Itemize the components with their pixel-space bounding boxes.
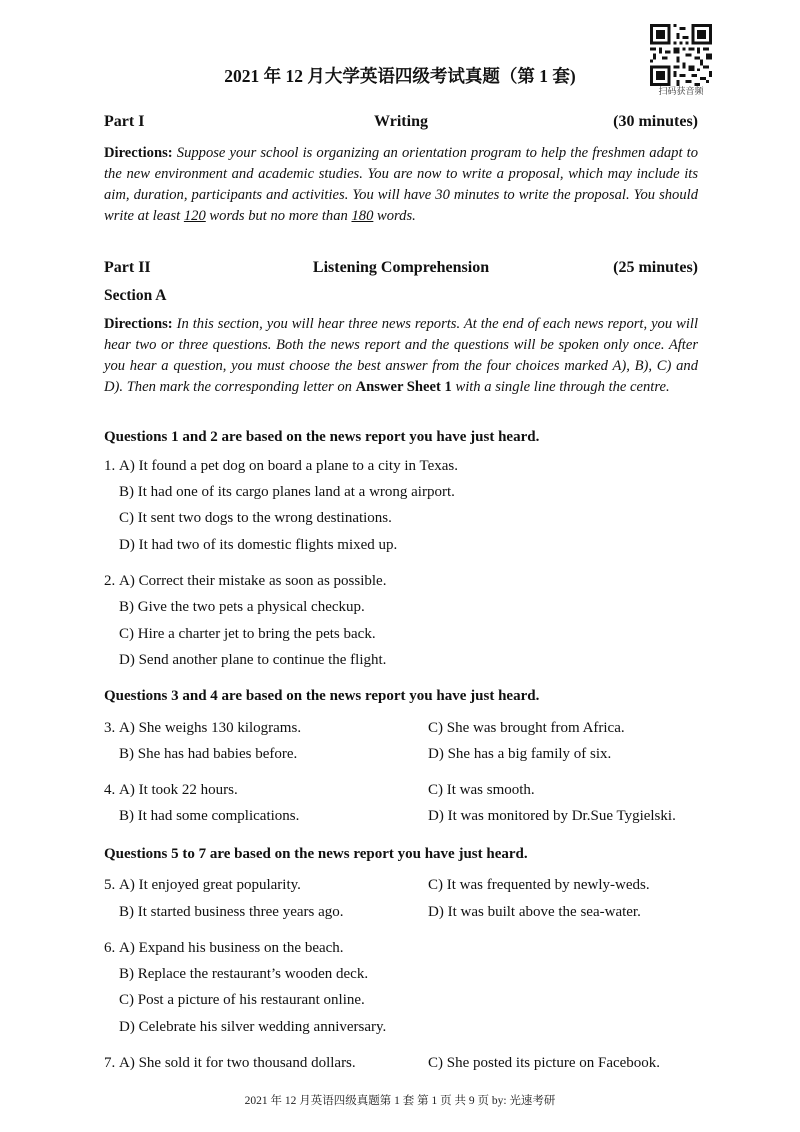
part2-time: (25 minutes) bbox=[613, 259, 698, 276]
page-title: 2021 年 12 月大学英语四级考试真题（第 1 套) bbox=[224, 66, 576, 86]
question-number: 5. bbox=[104, 877, 116, 893]
question-number: 2. bbox=[104, 573, 116, 589]
part1-directions bbox=[104, 143, 698, 227]
answer-option[interactable]: D) Celebrate his silver wedding anniversary. bbox=[119, 1019, 387, 1035]
answer-option[interactable]: A) It enjoyed great popularity. bbox=[119, 877, 301, 893]
answer-option[interactable]: C) She was brought from Africa. bbox=[428, 720, 625, 736]
answer-option[interactable]: B) It had one of its cargo planes land at a wrong airport. bbox=[119, 484, 455, 500]
part2-directions-label: Directions: bbox=[104, 316, 173, 332]
answer-option[interactable]: B) Replace the restaurant’s wooden deck. bbox=[119, 966, 369, 982]
part1-header bbox=[104, 111, 698, 133]
answer-option[interactable]: A) It took 22 hours. bbox=[119, 782, 238, 798]
answer-option[interactable]: C) It was frequented by newly-weds. bbox=[428, 877, 650, 893]
part1-label: Part I bbox=[104, 113, 145, 130]
answer-option[interactable]: D) She has a big family of six. bbox=[428, 746, 612, 762]
answer-option[interactable]: A) She sold it for two thousand dollars. bbox=[119, 1055, 356, 1071]
answer-option[interactable]: B) It started business three years ago. bbox=[119, 904, 344, 920]
part1-directions-text-a: Suppose your school is organizing an orientation program to help the freshmen adapt to the new environment and academic studies. You are now to write a proposal, which may include its aim, duration, participants and activities. You will have 30 minutes to write the proposal. You should write at least bbox=[104, 145, 698, 224]
part2-label: Part II bbox=[104, 259, 151, 276]
answer-option[interactable]: D) Send another plane to continue the flight. bbox=[119, 652, 387, 668]
answer-option[interactable]: C) It was smooth. bbox=[428, 782, 535, 798]
question-group-heading: Questions 3 and 4 are based on the news report you have just heard. bbox=[104, 688, 540, 704]
answer-option[interactable]: B) It had some complications. bbox=[119, 808, 300, 824]
answer-sheet-label: Answer Sheet 1 bbox=[355, 379, 452, 395]
answer-option[interactable]: C) It sent two dogs to the wrong destinations. bbox=[119, 510, 392, 526]
question-number: 6. bbox=[104, 940, 116, 956]
answer-option[interactable]: A) Expand his business on the beach. bbox=[119, 940, 344, 956]
part1-directions-text-b: words but no more than bbox=[209, 208, 348, 224]
page-footer: 2021 年 12 月英语四级真题第 1 套 第 1 页 共 9 页 by: 光速考研 bbox=[244, 1095, 556, 1107]
part1-directions-text-c: words. bbox=[377, 208, 416, 224]
part1-directions-label: Directions: bbox=[104, 145, 173, 161]
qr-caption: 扫码获音频 bbox=[658, 87, 704, 97]
question-number: 4. bbox=[104, 782, 116, 798]
part1-name: Writing bbox=[374, 113, 428, 130]
question-group-heading: Questions 1 and 2 are based on the news report you have just heard. bbox=[104, 429, 540, 445]
question-group-heading: Questions 5 to 7 are based on the news report you have just heard. bbox=[104, 846, 528, 862]
answer-option[interactable]: B) She has had babies before. bbox=[119, 746, 298, 762]
question-number: 7. bbox=[104, 1055, 116, 1071]
answer-option[interactable]: C) She posted its picture on Facebook. bbox=[428, 1055, 661, 1071]
qr-code-icon[interactable] bbox=[650, 24, 712, 86]
answer-option[interactable]: A) She weighs 130 kilograms. bbox=[119, 720, 302, 736]
part1-time: (30 minutes) bbox=[613, 113, 698, 130]
answer-option[interactable]: A) Correct their mistake as soon as possible. bbox=[119, 573, 387, 589]
part2-directions-text-b: with a single line through the centre. bbox=[455, 379, 670, 395]
part2-name: Listening Comprehension bbox=[312, 259, 490, 276]
question-number: 3. bbox=[104, 720, 116, 736]
section-a-heading: Section A bbox=[104, 287, 167, 304]
part1-max-words: 180 bbox=[351, 208, 374, 224]
answer-option[interactable]: D) It had two of its domestic flights mixed up. bbox=[119, 537, 398, 553]
answer-option[interactable]: B) Give the two pets a physical checkup. bbox=[119, 599, 365, 615]
answer-option[interactable]: C) Hire a charter jet to bring the pets back. bbox=[119, 626, 376, 642]
part2-directions bbox=[104, 314, 698, 398]
question-number: 1. bbox=[104, 458, 116, 474]
answer-option[interactable]: A) It found a pet dog on board a plane to a city in Texas. bbox=[119, 458, 458, 474]
part2-header bbox=[104, 257, 698, 279]
answer-option[interactable]: C) Post a picture of his restaurant online. bbox=[119, 992, 365, 1008]
part2-directions-text-a: In this section, you will hear three news reports. At the end of each news report, you will hear two or three questions. Both the news report and the questions will be spoken only once. After you hear a question, you must choose the best answer from the four choices marked A), B), C) and D). Then mark the corresponding letter on bbox=[104, 316, 699, 395]
answer-option[interactable]: D) It was built above the sea-water. bbox=[428, 904, 641, 920]
answer-option[interactable]: D) It was monitored by Dr.Sue Tygielski. bbox=[428, 808, 676, 824]
part1-min-words: 120 bbox=[183, 208, 206, 224]
